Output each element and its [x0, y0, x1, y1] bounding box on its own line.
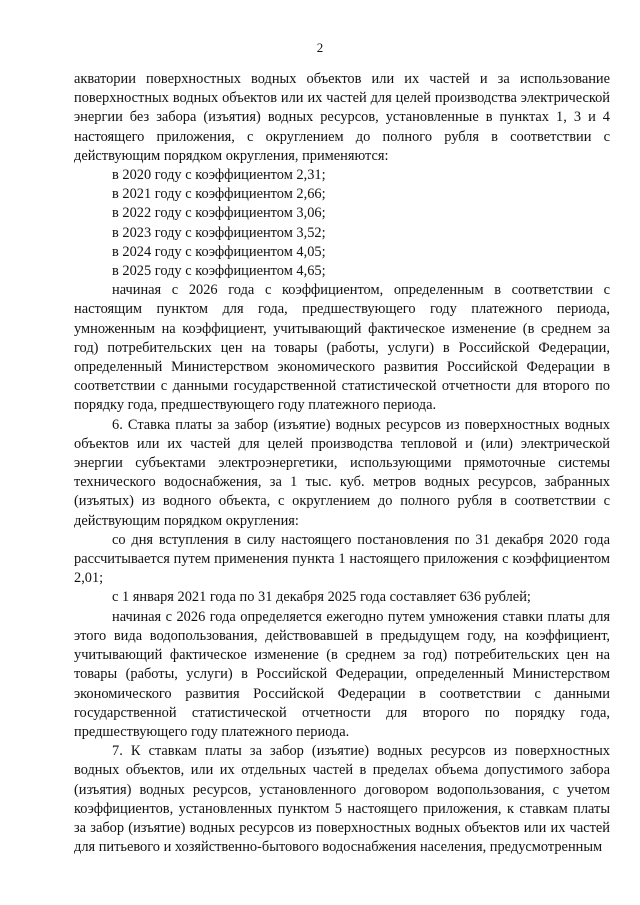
- paragraph-item-6-2021-2025: с 1 января 2021 года по 31 декабря 2025 года составляет 636 рублей;: [112, 589, 531, 606]
- coefficient-item-2023: в 2023 году с коэффициентом 3,52;: [112, 224, 326, 241]
- coefficient-item-2020: в 2020 году с коэффициентом 2,31;: [112, 167, 326, 184]
- paragraph-item-6-from-2026: начиная с 2026 года определяется ежегодно путем умножения ставки платы для этого вида водопользования, действовавшей в предыдущем году, на коэффициент, учитывающий фактическое изменение (в среднем за год) потребительских цен на товары (работы, услуги) в Российской Федерации, определенный Министерством экономического развития Российской Федерации в соответствии с данными государственной статистической отчетности для второго по порядку года, предшествующего году платежного периода.: [74, 608, 610, 740]
- paragraph-item-6: 6. Ставка платы за забор (изъятие) водных ресурсов из поверхностных водных объектов или их частей для целей производства тепловой и (или) электрической энергии субъектами электроэнергетики, использующими прямоточные системы технического водоснабжения, за 1 тыс. куб. метров водных ресурсов, забранных (изъятых) из водного объекта, с округлением до полного рубля в соответствии с действующим порядком округления:: [74, 416, 610, 529]
- coefficient-item-2022: в 2022 году с коэффициентом 3,06;: [112, 205, 326, 222]
- coefficient-item-2025: в 2025 году с коэффициентом 4,65;: [112, 263, 326, 280]
- paragraph-intro: акватории поверхностных водных объектов или их частей и за использование поверхностных водных объектов или их частей для целей производства электрической энергии без забора (изъятия) водных ресурсов, установленные в пунктах 1, 3 и 4 настоящего приложения, с округлением до полного рубля в соответствии с действующим порядком округления, применяются:: [74, 71, 610, 164]
- document-body: [74, 70, 610, 857]
- paragraph-item-7: 7. К ставкам платы за забор (изъятие) водных ресурсов из поверхностных водных объектов, или их отдельных частей в пределах объема допустимого забора (изъятия) водных ресурсов, установленного договором водопользования, с учетом коэффициентов, установленных пунктом 5 настоящего приложения, к ставкам платы за забор (изъятие) водных ресурсов из поверхностных водных объектов или их частей для питьевого и хозяйственно-бытового водоснабжения населения, предусмотренным: [74, 743, 610, 856]
- paragraph-item-6-until-2020: со дня вступления в силу настоящего постановления по 31 декабря 2020 года рассчитывается путем применения пункта 1 настоящего приложения с коэффициентом 2,01;: [74, 531, 610, 587]
- coefficient-item-2021: в 2021 году с коэффициентом 2,66;: [112, 186, 326, 203]
- page-number: 2: [316, 40, 324, 55]
- coefficient-item-2024: в 2024 году с коэффициентом 4,05;: [112, 243, 326, 260]
- paragraph-from-2026: начиная с 2026 года с коэффициентом, определенным в соответствии с настоящим пунктом для года, предшествующего году платежного периода, умноженным на коэффициент, учитывающий фактическое изменение (в среднем за год) потребительских цен на товары (работы, услуги) в Российской Федерации, определенный Министерством экономического развития Российской Федерации в соответствии с данными государственной статистической отчетности для второго по порядку года, предшествующего году платежного периода.: [74, 282, 610, 414]
